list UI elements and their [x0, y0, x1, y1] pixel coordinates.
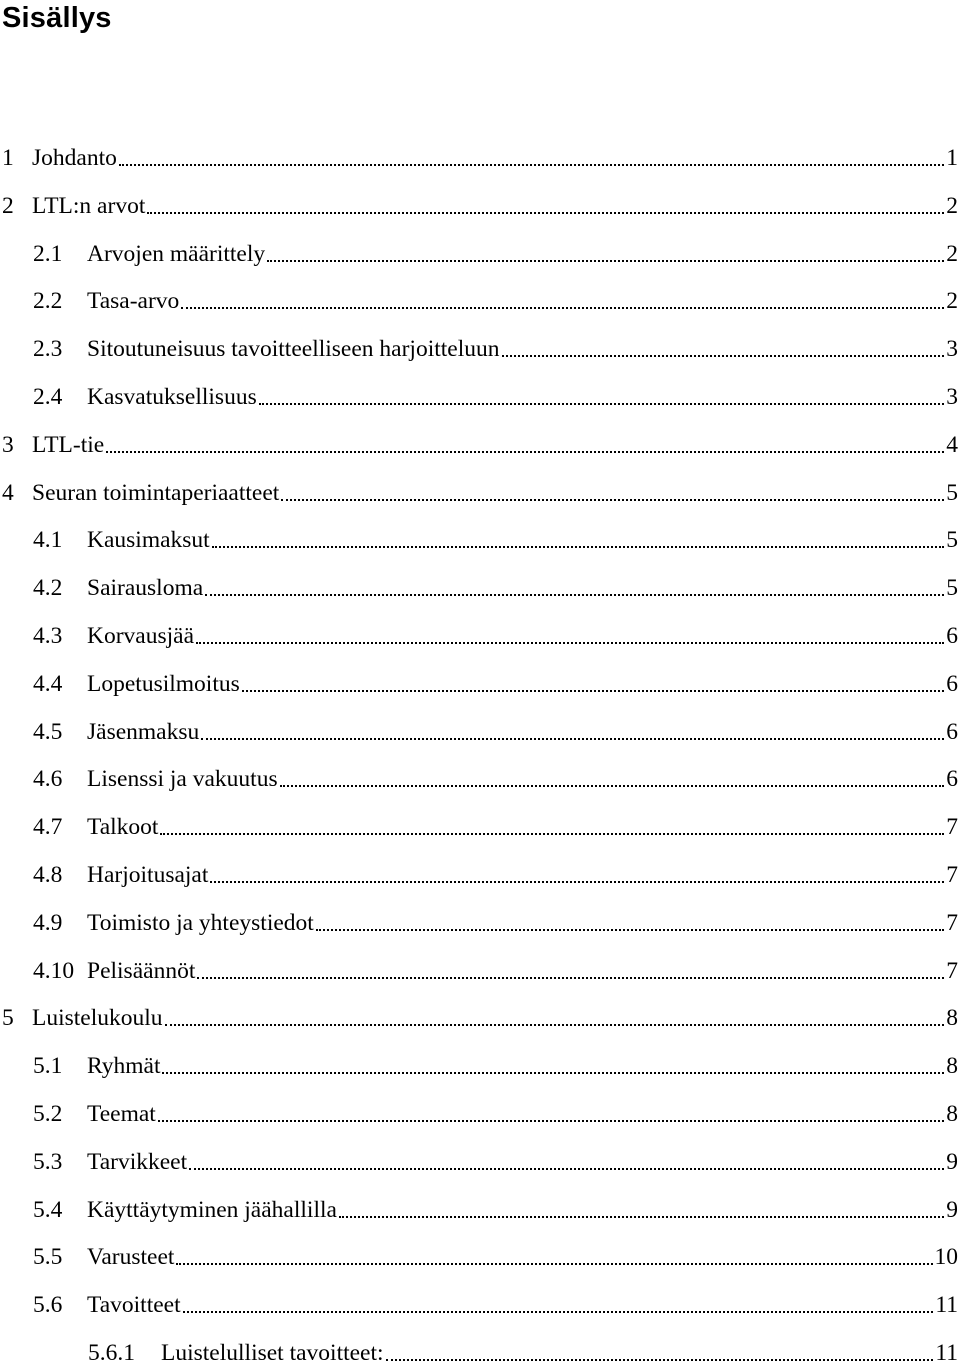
toc-entry-number: 5.6.1 [88, 1339, 161, 1367]
toc-entry-page-number: 9 [946, 1196, 960, 1224]
toc-entry-page-number: 4 [946, 431, 960, 459]
toc-entry[interactable] [33, 893, 960, 937]
toc-entry-page-number: 2 [946, 287, 960, 315]
toc-entry-label: Korvausjää [87, 622, 194, 650]
toc-entry[interactable] [2, 128, 960, 172]
toc-entry-label: Tavoitteet [87, 1291, 181, 1319]
toc-entry-page-number: 3 [946, 383, 960, 411]
toc-entry-label: Varusteet [87, 1243, 174, 1271]
toc-entry-label: Johdanto [32, 144, 117, 172]
toc-entry[interactable] [33, 224, 960, 268]
toc-entry-label: Kausimaksut [87, 526, 210, 554]
toc-entry-page-number: 8 [946, 1004, 960, 1032]
toc-entry-number: 4.1 [33, 526, 87, 554]
toc-dot-leader [158, 1118, 944, 1122]
toc-entry-number: 4 [2, 479, 32, 507]
toc-entry-page-number: 5 [946, 574, 960, 602]
toc-entry-number: 5.2 [33, 1100, 87, 1128]
toc-dot-leader [210, 879, 944, 883]
toc-entry-number: 2 [2, 192, 32, 220]
toc-entry[interactable] [33, 1084, 960, 1128]
toc-dot-leader [176, 1261, 932, 1265]
toc-entry-page-number: 1 [946, 144, 960, 172]
toc-entry-label: Jäsenmaksu [87, 718, 199, 746]
toc-entry[interactable] [33, 654, 960, 698]
toc-entry-page-number: 2 [946, 192, 960, 220]
toc-entry-label: Tarvikkeet [87, 1148, 187, 1176]
toc-dot-leader [502, 353, 945, 357]
toc-dot-leader [242, 688, 945, 692]
toc-dot-leader [147, 210, 944, 214]
toc-entry-label: Luistelukoulu [32, 1004, 163, 1032]
toc-entry-number: 4.10 [33, 957, 87, 985]
toc-entry-number: 4.8 [33, 861, 87, 889]
toc-entry-page-number: 5 [946, 479, 960, 507]
toc-entry-number: 3 [2, 431, 32, 459]
toc-entry-label: Lopetusilmoitus [87, 670, 240, 698]
toc-entry-label: Sairausloma [87, 574, 203, 602]
toc-dot-leader [189, 1166, 944, 1170]
toc-entry-label: Sitoutuneisuus tavoitteelliseen harjoitteluun [87, 335, 500, 363]
toc-entry-label: Lisenssi ja vakuutus [87, 765, 278, 793]
toc-dot-leader [316, 927, 944, 931]
toc-entry-number: 4.5 [33, 718, 87, 746]
toc-entry-label: Ryhmät [87, 1052, 160, 1080]
toc-entry-number: 5.6 [33, 1291, 87, 1319]
toc-entry-number: 4.6 [33, 765, 87, 793]
toc-dot-leader [281, 497, 944, 501]
toc-dot-leader [183, 1309, 934, 1313]
toc-entry[interactable] [2, 463, 960, 507]
toc-entry-number: 2.3 [33, 335, 87, 363]
toc-entry-label: Tasa-arvo [87, 287, 179, 315]
page-title: Sisällys [2, 0, 112, 36]
toc-entry-label: Arvojen määrittely [87, 240, 265, 268]
toc-entry-number: 4.2 [33, 574, 87, 602]
toc-entry-label: Käyttäytyminen jäähallilla [87, 1196, 337, 1224]
toc-entry[interactable] [33, 606, 960, 650]
toc-entry-label: Seuran toimintaperiaatteet [32, 479, 279, 507]
toc-entry[interactable] [33, 1036, 960, 1080]
toc-dot-leader [197, 975, 944, 979]
toc-dot-leader [280, 783, 945, 787]
toc-dot-leader [162, 1070, 944, 1074]
toc-entry[interactable] [33, 510, 960, 554]
toc-entry-number: 1 [2, 144, 32, 172]
toc-entry[interactable] [33, 271, 960, 315]
toc-entry[interactable] [33, 702, 960, 746]
toc-entry[interactable] [33, 1180, 960, 1224]
toc-entry[interactable] [33, 319, 960, 363]
toc-entry-page-number: 9 [946, 1148, 960, 1176]
toc-entry-number: 4.7 [33, 813, 87, 841]
toc-entry-page-number: 3 [946, 335, 960, 363]
toc-dot-leader [259, 401, 945, 405]
toc-entry[interactable] [88, 1323, 960, 1367]
toc-entry-number: 4.9 [33, 909, 87, 937]
toc-dot-leader [119, 162, 944, 166]
toc-entry-number: 2.4 [33, 383, 87, 411]
toc-entry-number: 5.5 [33, 1243, 87, 1271]
toc-dot-leader [205, 592, 944, 596]
toc-entry-page-number: 10 [935, 1243, 960, 1271]
toc-dot-leader [339, 1214, 944, 1218]
toc-entry-number: 5.4 [33, 1196, 87, 1224]
toc-entry-label: LTL-tie [32, 431, 104, 459]
toc-dot-leader [165, 1022, 945, 1026]
toc-entry[interactable] [33, 558, 960, 602]
toc-entry[interactable] [2, 415, 960, 459]
toc-entry-number: 5 [2, 1004, 32, 1032]
toc-entry[interactable] [2, 176, 960, 220]
toc-entry-page-number: 6 [946, 718, 960, 746]
toc-dot-leader [201, 736, 944, 740]
toc-dot-leader [181, 305, 944, 309]
toc-entry[interactable] [33, 1275, 960, 1319]
toc-entry-number: 5.1 [33, 1052, 87, 1080]
toc-entry[interactable] [33, 1227, 960, 1271]
toc-entry[interactable] [33, 1132, 960, 1176]
toc-entry-number: 5.3 [33, 1148, 87, 1176]
toc-entry-label: Harjoitusajat [87, 861, 208, 889]
toc-dot-leader [196, 640, 944, 644]
toc-entry-page-number: 11 [935, 1339, 960, 1367]
toc-entry-label: Toimisto ja yhteystiedot [87, 909, 314, 937]
toc-entry[interactable] [33, 941, 960, 985]
toc-entry-page-number: 11 [935, 1291, 960, 1319]
toc-entry-label: Teemat [87, 1100, 156, 1128]
toc-dot-leader [267, 258, 944, 262]
toc-entry-page-number: 6 [946, 670, 960, 698]
toc-entry-label: LTL:n arvot [32, 192, 145, 220]
toc-entry-label: Talkoot [87, 813, 158, 841]
toc-entry[interactable] [2, 988, 960, 1032]
toc-entry-number: 2.2 [33, 287, 87, 315]
toc-entry[interactable] [33, 367, 960, 411]
toc-entry-number: 2.1 [33, 240, 87, 268]
toc-entry-page-number: 8 [946, 1052, 960, 1080]
toc-entry-page-number: 2 [946, 240, 960, 268]
toc-dot-leader [160, 831, 944, 835]
toc-entry[interactable] [33, 797, 960, 841]
toc-dot-leader [106, 449, 944, 453]
toc-entry-page-number: 6 [946, 622, 960, 650]
toc-dot-leader [212, 544, 945, 548]
toc-entry[interactable] [33, 749, 960, 793]
toc-entry-page-number: 5 [946, 526, 960, 554]
toc-entry[interactable] [33, 845, 960, 889]
toc-entry-page-number: 7 [946, 957, 960, 985]
toc-entry-label: Luistelulliset tavoitteet: [161, 1339, 384, 1367]
toc-entry-page-number: 6 [946, 765, 960, 793]
toc-entry-page-number: 7 [946, 861, 960, 889]
toc-entry-page-number: 7 [946, 909, 960, 937]
toc-entry-page-number: 8 [946, 1100, 960, 1128]
toc-entry-label: Kasvatuksellisuus [87, 383, 257, 411]
toc-entry-number: 4.3 [33, 622, 87, 650]
toc-entry-page-number: 7 [946, 813, 960, 841]
toc-entry-label: Pelisäännöt [87, 957, 195, 985]
toc-entry-number: 4.4 [33, 670, 87, 698]
